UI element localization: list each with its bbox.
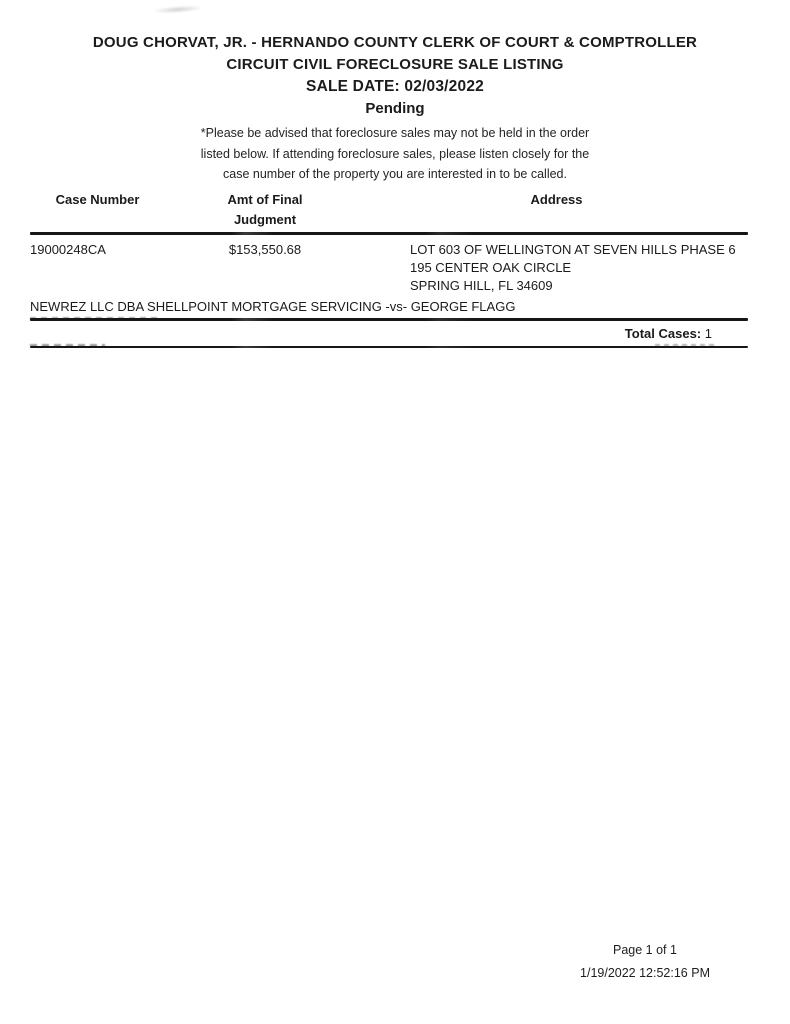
document-title: DOUG CHORVAT, JR. - HERNANDO COUNTY CLERK OF COURT & COMPTROLLER xyxy=(92,34,698,51)
notice-text xyxy=(0,123,790,185)
scan-artifact xyxy=(152,4,204,15)
sale-date-line: SALE DATE: 02/03/2022 xyxy=(306,78,484,95)
row-divider xyxy=(30,318,748,321)
table-row xyxy=(30,241,748,295)
page-number: Page 1 of 1 xyxy=(613,943,677,957)
total-cases-label: Total Cases: xyxy=(624,326,702,341)
foreclosure-listing-table xyxy=(30,190,748,348)
document-header xyxy=(0,32,790,119)
address-line-2: 195 CENTER OAK CIRCLE xyxy=(410,260,572,275)
address-line-1: LOT 603 OF WELLINGTON AT SEVEN HILLS PHASE 6 xyxy=(410,242,736,257)
header-divider xyxy=(30,232,748,235)
parties-line: NEWREZ LLC DBA SHELLPOINT MORTGAGE SERVICING -vs- GEORGE FLAGG xyxy=(30,299,516,314)
amount-cell: $153,550.68 xyxy=(228,242,302,257)
notice-line-3: case number of the property you are interested in to be called. xyxy=(223,167,567,181)
total-cases-value: 1 xyxy=(704,326,712,341)
document-subtitle: CIRCUIT CIVIL FORECLOSURE SALE LISTING xyxy=(226,56,564,73)
address-cell xyxy=(365,241,748,295)
status-text: Pending xyxy=(365,100,425,117)
case-number-cell: 19000248CA xyxy=(30,242,106,257)
column-header-address: Address xyxy=(530,192,583,207)
table-header-row xyxy=(30,190,748,230)
total-divider xyxy=(30,346,748,348)
notice-line-1: *Please be advised that foreclosure sales may not be held in the order xyxy=(200,126,590,140)
column-header-case-number: Case Number xyxy=(55,192,140,207)
column-header-amount xyxy=(165,190,365,230)
total-cases-row xyxy=(30,326,748,342)
timestamp: 1/19/2022 12:52:16 PM xyxy=(580,966,710,980)
document-footer xyxy=(570,943,720,981)
column-header-amount-line1: Amt of Final xyxy=(227,192,303,207)
column-header-amount-line2: Judgment xyxy=(233,212,297,227)
notice-line-2: listed below. If attending foreclosure sales, please listen closely for the xyxy=(200,146,590,161)
address-line-3: SPRING HILL, FL 34609 xyxy=(410,278,553,293)
